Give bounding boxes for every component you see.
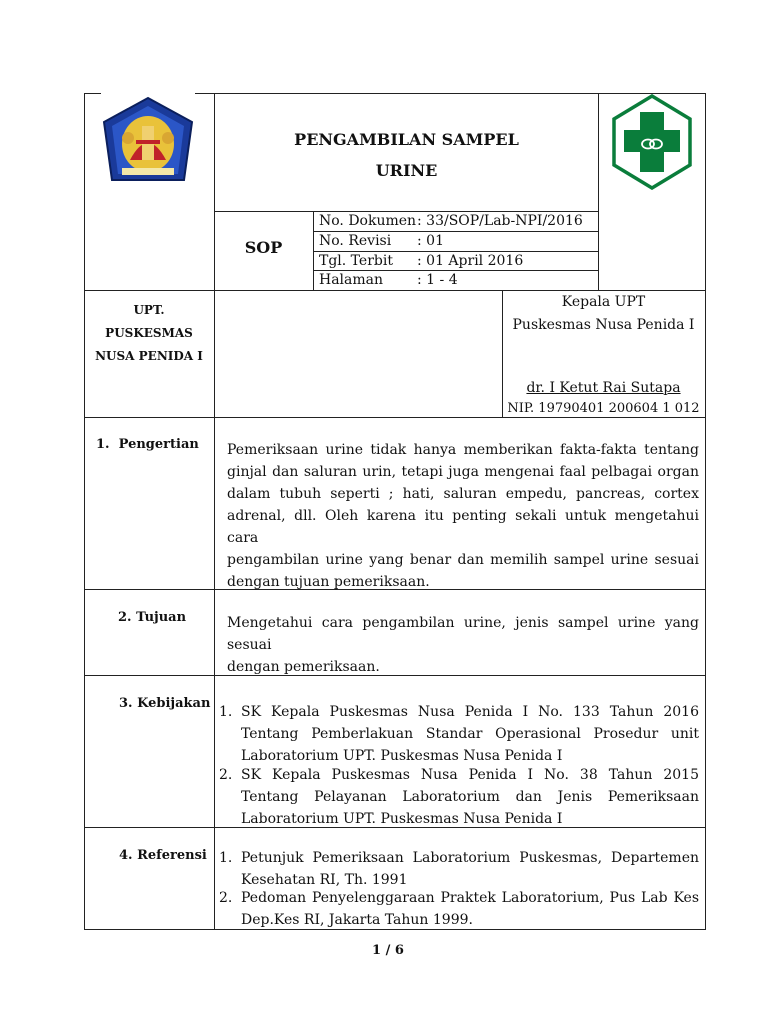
organization-block <box>84 299 214 368</box>
approver-nip: NIP. 19790401 200604 1 012 <box>507 401 700 416</box>
meta-value-no-revisi: : 01 <box>417 233 444 249</box>
section-title-pengertian: 1. Pengertian <box>96 437 199 452</box>
document-title-line1: PENGAMBILAN SAMPEL <box>294 130 519 149</box>
tujuan-line: dengan pemeriksaan. <box>227 659 380 675</box>
pengertian-line: Pemeriksaan urine tidak hanya memberikan fakta-fakta tentang <box>227 442 699 458</box>
list-item: Petunjuk Pemeriksaan Laboratorium Puskesmas, Departemen Kesehatan RI, Th. 1991 <box>241 850 699 888</box>
regional-coat-of-arms-icon <box>100 96 196 186</box>
pengertian-line: pengambilan urine yang benar dan memilih sampel urine sesuai <box>227 552 699 568</box>
pengertian-line: adrenal, dll. Oleh karena itu penting sekali untuk mengetahui cara <box>227 508 699 546</box>
meta-label-no-revisi: No. Revisi <box>319 233 392 249</box>
organization-line2: PUSKESMAS <box>105 326 193 340</box>
pengertian-body <box>227 439 699 593</box>
pengertian-line: dalam tubuh seperti ; hati, saluran empedu, pancreas, cortex <box>227 486 699 502</box>
tujuan-line: Mengetahui cara pengambilan urine, jenis sampel urine yang sesuai <box>227 615 699 653</box>
section-title-tujuan: 2. Tujuan <box>118 610 187 625</box>
meta-value-no-dokumen: : 33/SOP/Lab-NPI/2016 <box>417 213 583 229</box>
organization-line1: UPT. <box>133 303 165 317</box>
section-title-referensi: 4. Referensi <box>119 848 207 863</box>
approval-institution: Puskesmas Nusa Penida I <box>512 317 695 333</box>
approver-name: dr. I Ketut Rai Sutapa <box>526 380 681 396</box>
approval-block <box>502 292 705 336</box>
document-title-line2: URINE <box>375 161 438 180</box>
meta-value-halaman: : 1 - 4 <box>417 272 458 288</box>
puskesmas-green-cross-icon <box>612 94 692 190</box>
list-item-number: 2. <box>219 890 233 906</box>
organization-line3: NUSA PENIDA I <box>95 349 203 363</box>
list-item: Pedoman Penyelenggaraan Praktek Laboratorium, Pus Lab Kes Dep.Kes RI, Jakarta Tahun 1999. <box>241 890 699 928</box>
pengertian-line: ginjal dan saluran urin, tetapi juga mengenai faal pelbagai organ <box>227 464 699 480</box>
meta-value-tgl-terbit: : 01 April 2016 <box>417 253 524 269</box>
pengertian-line: dengan tujuan pemeriksaan. <box>227 574 430 590</box>
list-item-number: 2. <box>219 767 233 783</box>
list-item: SK Kepala Puskesmas Nusa Penida I No. 133 Tahun 2016 Tentang Pemberlakuan Standar Operasional Prosedur unit Laboratorium UPT. Puskesmas Nusa Penida I <box>241 704 699 764</box>
meta-label-no-dokumen: No. Dokumen <box>319 213 417 229</box>
meta-label-halaman: Halaman <box>319 272 384 288</box>
approval-title: Kepala UPT <box>561 294 646 310</box>
section-title-kebijakan: 3. Kebijakan <box>119 696 211 711</box>
list-item-number: 1. <box>219 704 233 720</box>
sop-label: SOP <box>244 238 283 257</box>
meta-label-tgl-terbit: Tgl. Terbit <box>319 253 393 269</box>
tujuan-body <box>227 612 699 678</box>
list-item-number: 1. <box>219 850 233 866</box>
list-item: SK Kepala Puskesmas Nusa Penida I No. 38 Tahun 2015 Tentang Pelayanan Laboratorium dan Jenis Pemeriksaan Laboratorium UPT. Puskesmas Nusa Penida I <box>241 767 699 827</box>
page-number: 1 / 6 <box>372 943 404 958</box>
